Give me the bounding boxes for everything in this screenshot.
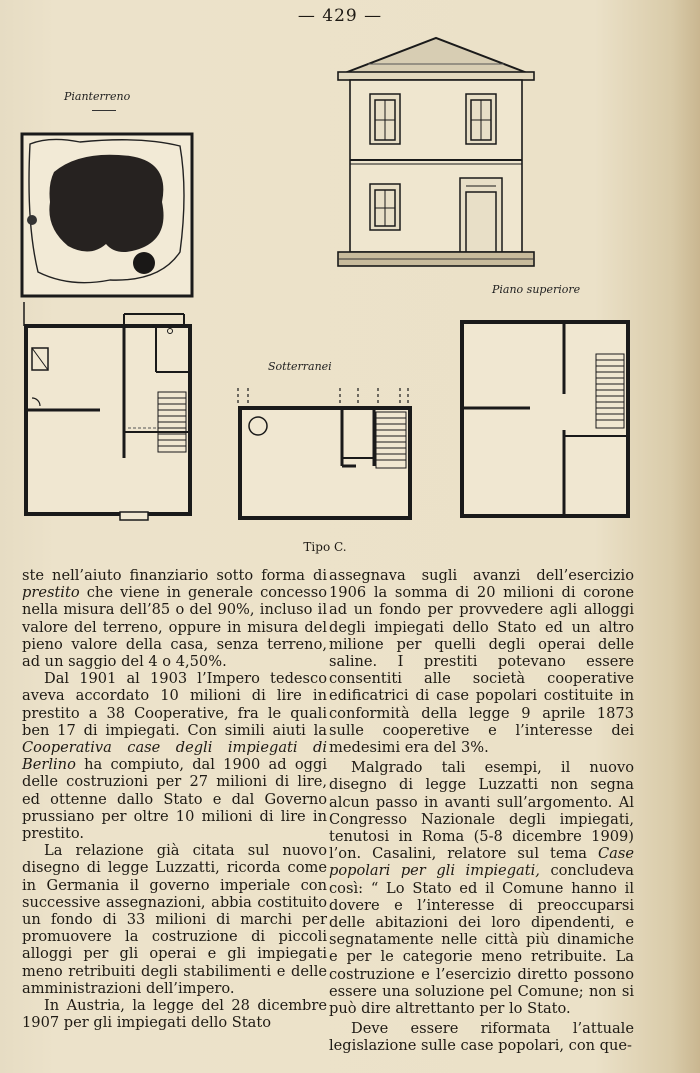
label-pianterreno: Pianterreno [64, 90, 131, 103]
paragraph: In Austria, la legge del 28 dicembre 1907 per gli impiegati dello Stato [22, 997, 327, 1032]
elevation-drawing [338, 36, 534, 268]
basement-plan [236, 386, 416, 522]
paragraph: La relazione già citata sul nuovo disegno di legge Luzzatti, ricorda come in Germania il governo imperiale con successive assegnazioni, abbia costituito un fondo di 33 milioni di marchi per promuovere la costruzione di piccoli alloggi per gli operai e gli impiegati meno retribuiti degli stabilimenti e delle amministrazioni dell’impero. [22, 842, 327, 997]
paragraph: Deve essere riformata l’attuale legislazione sulle case popolari, con que- [329, 1020, 634, 1055]
label-piano-superiore: Piano superiore [492, 283, 581, 296]
page-number: — 429 — [297, 6, 383, 26]
ground-floor-plan [24, 312, 194, 524]
paragraph: assegnava sugli avanzi dell’esercizio 1906 la somma di 20 milioni di corone ad un fondo per provvedere agli alloggi degli impiegati dello Stato ed un altro milione per quelli degli operai delle saline. I prestiti potevano essere consentiti alle società cooperative edificatrici di case popolari costituite in conformità della legge 9 aprile 1873 sulle cooperetive e l’interesse dei medesimi era del 3%. [329, 567, 634, 757]
paragraph: ste nell’aiuto finanziario sotto forma di prestito che viene in generale concesso nella misura dell’85 o del 90%, incluso il valore del terreno, oppure in misura del pieno valore della casa, senza terreno, ad un saggio del 4 o 4,50%. [22, 567, 327, 671]
label-underline [92, 110, 116, 111]
paragraph: Malgrado tali esempi, il nuovo disegno di legge Luzzatti non segna alcun passo in avanti sull’argomento. Al Congresso Nazionale degli impiegati, tenutosi in Roma (5-8 dicembre 1909) l’on. Casalini, relatore sul tema Case popolari per gli impiegati, concludeva così: “ Lo Stato ed il Comune hanno il dovere e l’interesse di preoccuparsi delle abitazioni dei loro dipendenti, e segnatamente nelle città più dinamiche e per le categorie meno retribuite. La costruzione e l’esercizio diretto possono essere una soluzione pel Comune; non si può dire altrettanto per lo Stato. [329, 759, 634, 1018]
figure-caption: Tipo C. [303, 540, 347, 554]
label-sotterranei: Sotterranei [268, 360, 332, 373]
text-column-right [329, 567, 634, 1055]
garden-plan [20, 132, 196, 300]
text-column-left [22, 567, 327, 1031]
paragraph: Dal 1901 al 1903 l’Impero tedesco aveva accordato 10 milioni di lire in prestito a 38 Cooperative, fra le quali ben 17 di impiegati. Con simili aiuti la Cooperativa case degli impiegati di Berlino ha compiuto, dal 1900 ad oggi delle costruzioni per 27 milioni di lire, ed ottenne dallo Stato e dal Governo prussiano per oltre 10 milioni di lire in prestito. [22, 670, 327, 843]
upper-floor-plan [460, 320, 632, 520]
